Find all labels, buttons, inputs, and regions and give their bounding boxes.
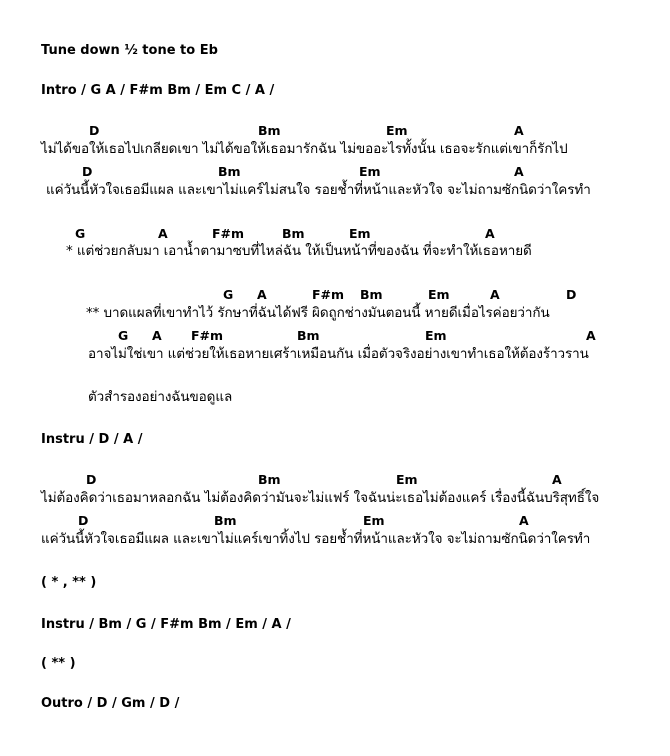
lyric-line: แค่วันนี้หัวใจเธอมีแผล และเขาไม่แคร์เขาทิ้งไป รอยช้ำที่หน้าและหัวใจ จะไม่ถามซักนิดว่าใครทำ bbox=[41, 531, 591, 547]
intro-line: Intro / G A / F#m Bm / Em C / A / bbox=[41, 83, 275, 98]
chord: D bbox=[89, 123, 100, 138]
chord: F#m bbox=[212, 226, 245, 241]
chord: A bbox=[158, 226, 168, 241]
chord: F#m bbox=[312, 287, 345, 302]
chord: Em bbox=[396, 472, 418, 487]
chord: G bbox=[118, 328, 129, 343]
outro-line: Outro / D / Gm / D / bbox=[41, 696, 180, 711]
chord: Bm bbox=[258, 472, 281, 487]
instrumental-line: Instru / D / A / bbox=[41, 432, 143, 447]
lyric-line: ตัวสำรองอย่างฉันขอดูแล bbox=[88, 389, 233, 405]
chord: F#m bbox=[191, 328, 224, 343]
chord: G bbox=[223, 287, 234, 302]
chord: Em bbox=[349, 226, 371, 241]
chord: Em bbox=[359, 164, 381, 179]
chord: A bbox=[552, 472, 562, 487]
chord: A bbox=[257, 287, 267, 302]
lyric-line: ** บาดแผลที่เขาทำไว้ รักษาที่ฉันได้ฟรี ผิดถูกช่างมันตอนนี้ หายดีเมื่อไรค่อยว่ากัน bbox=[86, 305, 550, 321]
chord: A bbox=[152, 328, 162, 343]
chord: D bbox=[78, 513, 89, 528]
chord: Em bbox=[386, 123, 408, 138]
chord: A bbox=[485, 226, 495, 241]
lyric-line: อาจไม่ใช่เขา แต่ช่วยให้เธอหายเศร้าเหมือนกัน เมื่อตัวจริงอย่างเขาทำเธอให้ต้องร้าวราน bbox=[88, 346, 589, 362]
tuning-note: Tune down ½ tone to Eb bbox=[41, 43, 218, 58]
chord: Bm bbox=[214, 513, 237, 528]
chord: Bm bbox=[297, 328, 320, 343]
chord: A bbox=[519, 513, 529, 528]
chord: Bm bbox=[258, 123, 281, 138]
chord: D bbox=[86, 472, 97, 487]
chord: Bm bbox=[218, 164, 241, 179]
lyric-line: แค่วันนี้หัวใจเธอมีแผล และเขาไม่แคร์ไม่สนใจ รอยช้ำที่หน้าและหัวใจ จะไม่ถามซักนิดว่าใครทำ bbox=[46, 182, 591, 198]
repeat-marker: ( ** ) bbox=[41, 656, 76, 671]
lyric-line: ไม่ต้องคิดว่าเธอมาหลอกฉัน ไม่ต้องคิดว่ามันจะไม่แฟร์ ใจฉันน่ะเธอไม่ต้องแคร์ เรื่องนี้ฉันบริสุทธิ์ใจ bbox=[41, 490, 600, 506]
chord: Em bbox=[425, 328, 447, 343]
chord: A bbox=[514, 123, 524, 138]
chord: A bbox=[586, 328, 596, 343]
chord: D bbox=[82, 164, 93, 179]
chord: Em bbox=[428, 287, 450, 302]
instrumental-line: Instru / Bm / G / F#m Bm / Em / A / bbox=[41, 617, 291, 632]
lyric-line: * แต่ช่วยกลับมา เอาน้ำตามาซบที่ไหล่ฉัน ให้เป็นหน้าที่ของฉัน ที่จะทำให้เธอหายดี bbox=[66, 243, 532, 259]
repeat-marker: ( * , ** ) bbox=[41, 575, 97, 590]
chord: A bbox=[514, 164, 524, 179]
chord: D bbox=[566, 287, 577, 302]
lyric-line: ไม่ได้ขอให้เธอไปเกลียดเขา ไม่ได้ขอให้เธอมารักฉัน ไม่ขออะไรทั้งนั้น เธอจะรักแต่เขาก็รักไป bbox=[41, 141, 568, 157]
chord: G bbox=[75, 226, 86, 241]
chord: Em bbox=[363, 513, 385, 528]
chord: Bm bbox=[360, 287, 383, 302]
chord: A bbox=[490, 287, 500, 302]
chord: Bm bbox=[282, 226, 305, 241]
